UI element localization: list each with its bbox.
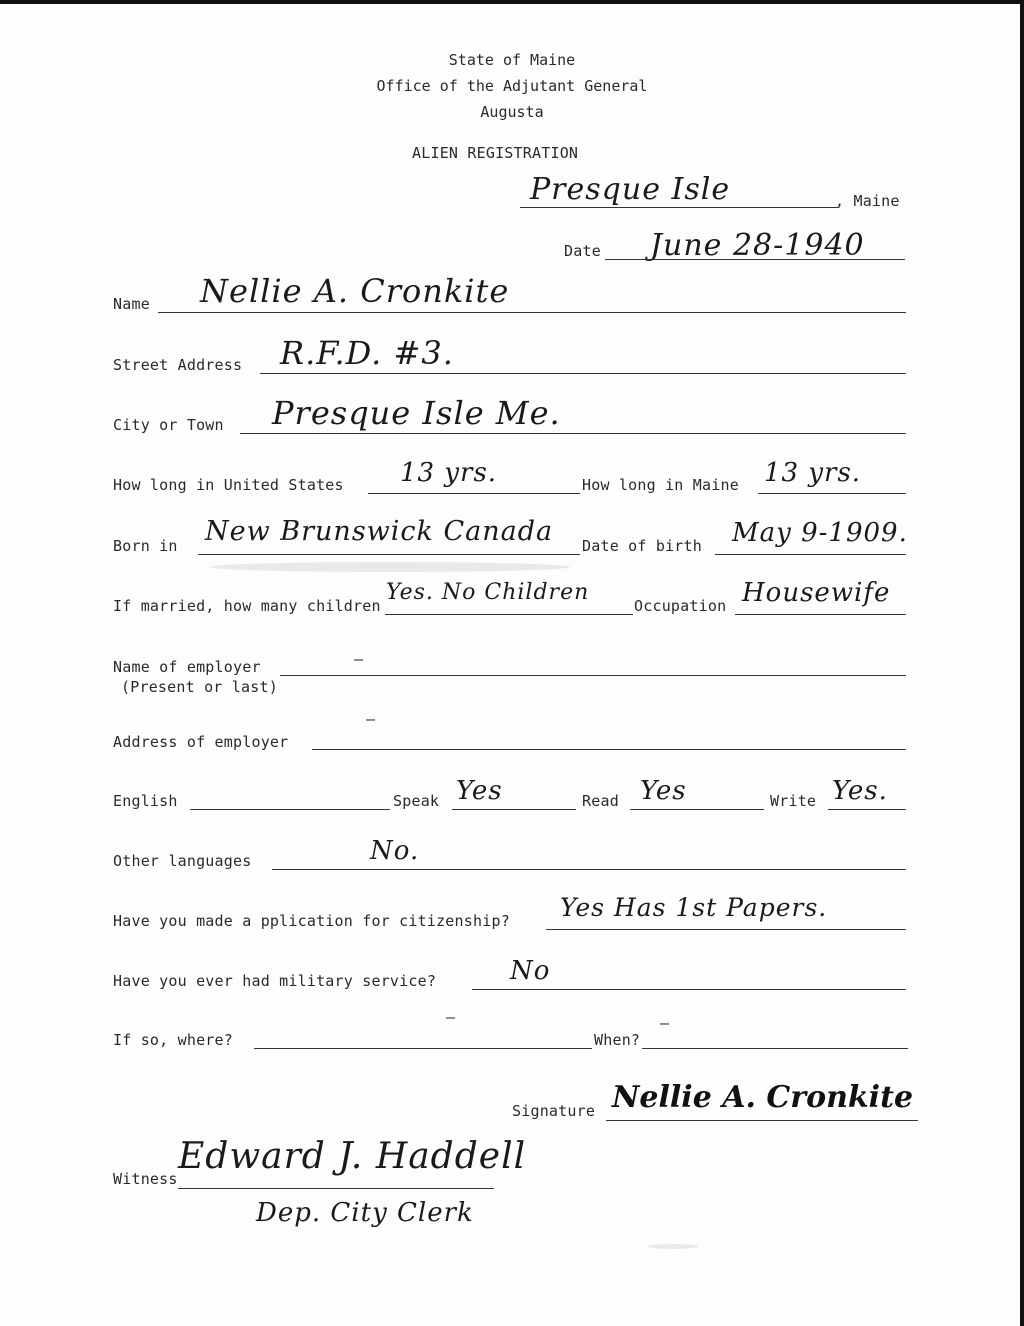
witness-line: [178, 1188, 494, 1189]
employer-address-value: —: [366, 710, 376, 728]
military-label: Have you ever had military service?: [113, 972, 437, 990]
employer-address-label: Address of employer: [113, 733, 289, 751]
citizenship-line: [546, 929, 906, 930]
citizenship-label: Have you made a pplication for citizenship?: [113, 912, 510, 930]
speak-line: [452, 809, 576, 810]
how-long-maine-line: [758, 493, 906, 494]
date-label: Date: [564, 242, 601, 260]
signature-value: Nellie A. Cronkite: [612, 1080, 914, 1115]
place-suffix: , Maine: [835, 192, 900, 210]
how-long-us-label: How long in United States: [113, 476, 344, 494]
speak-label: Speak: [393, 792, 440, 810]
header-office: Office of the Adjutant General: [376, 77, 648, 95]
children-line: [385, 614, 633, 615]
scan-border-right: [1020, 0, 1024, 1326]
occupation-label: Occupation: [634, 597, 727, 615]
write-label: Write: [770, 792, 817, 810]
name-line: [158, 312, 906, 313]
children-value: Yes. No Children: [386, 580, 590, 605]
date-line: [605, 259, 905, 260]
read-value: Yes: [640, 776, 687, 806]
dob-label: Date of birth: [582, 537, 702, 555]
other-languages-line: [272, 869, 906, 870]
city-line: [240, 433, 906, 434]
how-long-us-line: [368, 493, 580, 494]
born-in-line: [198, 554, 580, 555]
signature-label: Signature: [512, 1102, 596, 1120]
dob-value: May 9-1909.: [732, 518, 908, 548]
witness-title: Dep. City Clerk: [256, 1198, 474, 1228]
city-value: Presque Isle Me.: [272, 394, 561, 432]
signature-line: [606, 1120, 918, 1121]
header-state: State of Maine: [448, 51, 576, 69]
name-value: Nellie A. Cronkite: [200, 272, 510, 310]
when-label: When?: [594, 1031, 641, 1049]
children-label: If married, how many children: [113, 597, 381, 615]
employer-name-line: [280, 675, 906, 676]
witness-label: Witness: [113, 1170, 178, 1188]
born-in-value: New Brunswick Canada: [205, 516, 554, 547]
street-value: R.F.D. #3.: [280, 334, 454, 372]
when-line: [642, 1048, 908, 1049]
place-line: [520, 207, 838, 208]
if-so-where-value: —: [446, 1008, 456, 1026]
if-so-where-line: [254, 1048, 592, 1049]
employer-name-sublabel: (Present or last): [121, 678, 278, 696]
when-value: —: [660, 1014, 670, 1032]
place-value: Presque Isle: [530, 172, 731, 207]
write-line: [828, 809, 906, 810]
date-value: June 28-1940: [650, 228, 865, 263]
how-long-maine-value: 13 yrs.: [764, 458, 862, 488]
scan-smudge: [210, 562, 570, 572]
street-line: [260, 373, 906, 374]
if-so-where-label: If so, where?: [113, 1031, 233, 1049]
born-in-label: Born in: [113, 537, 178, 555]
city-label: City or Town: [113, 416, 224, 434]
employer-name-value: —: [354, 650, 364, 668]
english-line: [190, 809, 390, 810]
read-line: [630, 809, 764, 810]
other-languages-label: Other languages: [113, 852, 252, 870]
occupation-line: [735, 614, 906, 615]
form-title: ALIEN REGISTRATION: [412, 144, 579, 162]
other-languages-value: No.: [370, 836, 420, 866]
occupation-value: Housewife: [742, 578, 891, 608]
employer-address-line: [312, 749, 906, 750]
how-long-maine-label: How long in Maine: [582, 476, 739, 494]
read-label: Read: [582, 792, 619, 810]
citizenship-value: Yes Has 1st Papers.: [560, 893, 828, 922]
military-line: [472, 989, 906, 990]
speak-value: Yes: [456, 776, 503, 806]
scan-border-top: [0, 0, 1024, 4]
write-value: Yes.: [832, 776, 888, 806]
dob-line: [715, 554, 906, 555]
street-label: Street Address: [113, 356, 243, 374]
name-label: Name: [113, 295, 150, 313]
header-city: Augusta: [480, 103, 544, 121]
military-value: No: [510, 956, 551, 986]
scan-smudge-2: [648, 1244, 698, 1249]
witness-value: Edward J. Haddell: [178, 1136, 527, 1177]
english-label: English: [113, 792, 178, 810]
how-long-us-value: 13 yrs.: [400, 458, 498, 488]
employer-name-label: Name of employer: [113, 658, 261, 676]
